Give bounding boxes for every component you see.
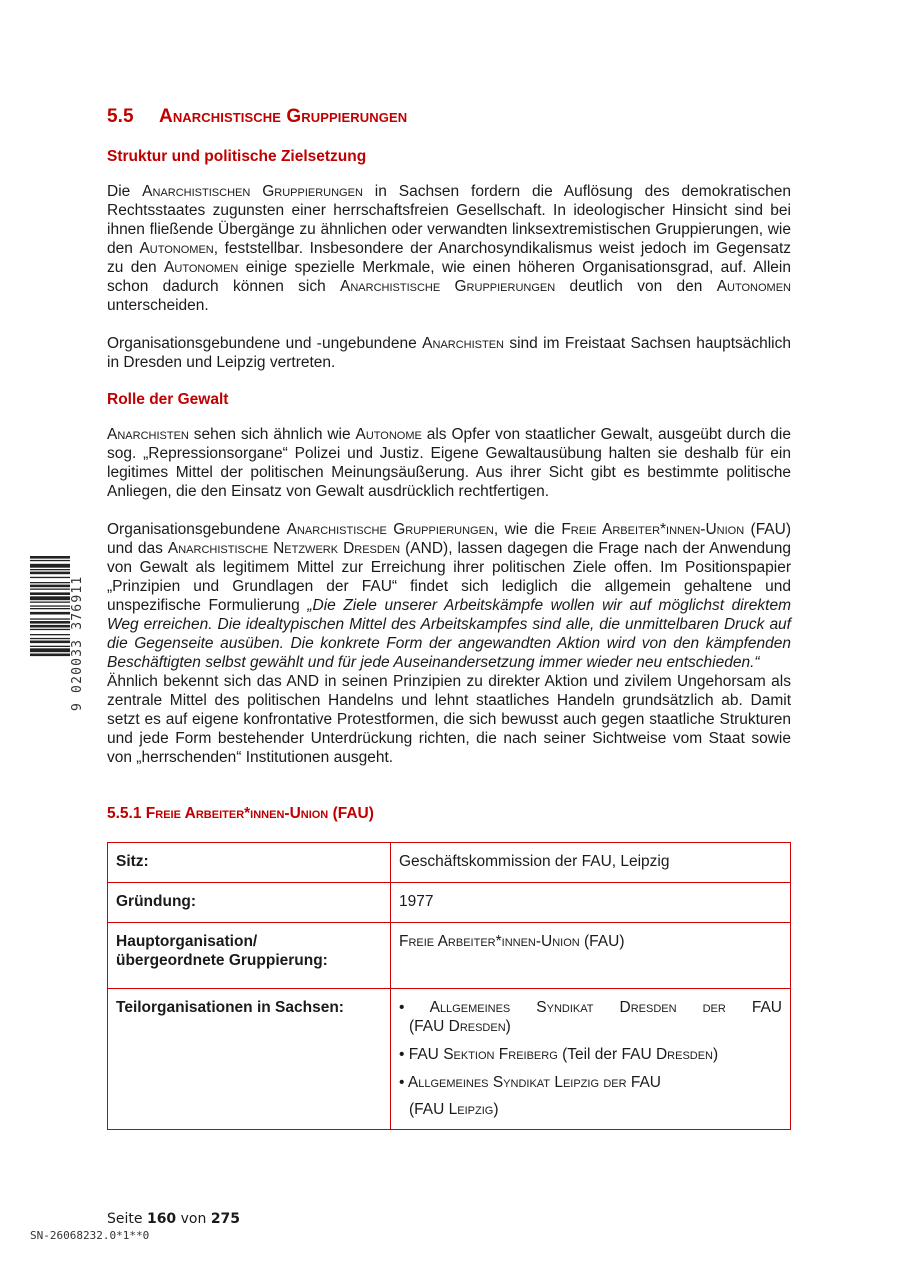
barcode-bar: [30, 646, 70, 647]
list-item: • FAU Sektion Freiberg (Teil der FAU Dresden): [399, 1046, 719, 1063]
table-row-gruendung: [108, 883, 791, 923]
table-row-hauptorganisation: [108, 923, 791, 989]
document-code: SN-26068232.0*1**0: [30, 1229, 150, 1242]
barcode-bar: [30, 556, 70, 559]
table-row-teilorganisationen: [108, 989, 791, 1130]
table-row-sitz: [108, 843, 791, 883]
fau-quote: „Die Ziele unserer Arbeitskämpfe wollen wir auf möglichst direktem Weg erreichen. Die idealtypischen Mittel des Arbeitskampfes sind alle, die unmittelbaren Druck auf die Gegenseite ausüben. Die konkrete Form der angewandten Aktion wird von den kämpfenden Beschäftigten selbst gewählt und für jede Auseinandersetzung immer wieder neu entschieden.“: [107, 597, 791, 671]
list-item: • Allgemeines Syndikat Dresden der FAU (FAU Dresden): [399, 999, 782, 1035]
section-title: Anarchistische Gruppierungen: [159, 106, 408, 127]
table-value: Freie Arbeiter*innen-Union (FAU): [391, 923, 791, 989]
barcode-bar: [30, 618, 70, 619]
paragraph-organisation: Organisationsgebundene und -ungebundene Anarchisten sind im Freistaat Sachsen hauptsächlich in Dresden und Leipzig vertreten.: [107, 335, 791, 371]
subheading-gewalt: Rolle der Gewalt: [107, 391, 229, 408]
list-item: • Allgemeines Syndikat Leipzig der FAU (FAU Leipzig): [399, 1074, 661, 1118]
page-content: [107, 106, 791, 1130]
barcode-bar: [30, 564, 70, 568]
barcode-number: 9 020033 376911: [70, 575, 85, 711]
paragraph-and-prinzipien: Ähnlich bekennt sich das AND in seinen Prinzipien zu direkter Aktion und zivilem Ungehorsam als zentrale Mittel des politischen Handelns und lehnt staatliches Handeln grundsätzlich ab. Damit setzt es auf eigene konfrontative Protestformen, die sich bewusst auch gegen staatliche Strukturen und jede Form bestehender Unterdrückung richten, die nach seiner Sichtweise vom Staat sowie von „herrschenden“ Institutionen ausgeht.: [107, 673, 791, 766]
barcode-bar: [30, 560, 70, 561]
barcode-bar: [30, 577, 70, 578]
barcode-bar: [30, 585, 70, 588]
section-number: 5.5: [107, 106, 134, 127]
barcode-bar: [30, 629, 70, 630]
barcode-bar: [30, 625, 70, 628]
barcode-bar: [30, 569, 70, 570]
barcode-bar: [30, 582, 70, 583]
table-label: Sitz:: [108, 843, 391, 883]
barcode-bar: [30, 602, 70, 603]
barcode-bar: [30, 648, 70, 652]
barcode-image: [30, 556, 70, 711]
table-value: Geschäftskommission der FAU, Leipzig: [391, 843, 791, 883]
subsection-heading: 5.5.1 Freie Arbeiter*innen-Union (FAU): [107, 805, 374, 822]
table-label: Hauptorganisation/ übergeordnete Gruppierung:: [108, 923, 391, 989]
barcode-bar: [30, 638, 70, 639]
barcode-bar: [30, 612, 70, 615]
barcode-bar: [30, 621, 70, 624]
barcode-bar: [30, 641, 70, 644]
table-value: [391, 989, 791, 1130]
table-label: Teilorganisationen in Sachsen:: [108, 989, 391, 1130]
table-label: Gründung:: [108, 883, 391, 923]
barcode-bar: [30, 596, 70, 600]
barcode-bar: [30, 592, 70, 595]
barcode-bar: [30, 634, 70, 635]
subheading-struktur: Struktur und politische Zielsetzung: [107, 148, 367, 165]
barcode-bar: [30, 608, 70, 609]
paragraph-gewalt: Anarchisten sehen sich ähnlich wie Autonome als Opfer von staatlicher Gewalt, ausgeübt durch die sog. „Repressionsorgane“ Polizei und Justiz. Eigene Gewaltausübung halten sie deshalb für ein legitimes Mittel der politischen Meinungsäußerung. Aus ihrer Sicht gibt es bestimmte politische Anliegen, die den Einsatz von Gewalt ausdrücklich rechtfertigen.: [107, 426, 791, 500]
fau-info-table: [107, 842, 791, 1130]
paragraph-struktur: Die Anarchistischen Gruppierungen in Sachsen fordern die Auflösung des demokratischen Rechtsstaates zugunsten einer herrschaftsfreien Gesellschaft. In ideologischer Hinsicht sind bei ihnen fließende Übergänge zu ähnlichen oder verwandten linksextremistischen Gruppierungen, wie den Autonomen, feststellbar. Insbesondere der Anarchosyndikalismus weist jedoch im Gegensatz zu den Autonomen einige spezielle Merkmale, wie einen höheren Organisationsgrad, auf. Allein schon dadurch können sich Anarchistische Gruppierungen deutlich von den Autonomen unterscheiden.: [107, 183, 791, 314]
table-value: 1977: [391, 883, 791, 923]
barcode-bar: [30, 605, 70, 606]
barcode-bar: [30, 589, 70, 590]
page-number: Seite 160 von 275: [107, 1211, 241, 1227]
barcode-bar: [30, 654, 70, 657]
barcode-bar: [30, 572, 70, 575]
section-heading: [107, 106, 791, 128]
paragraph-fau-and: Organisationsgebundene Anarchistische Gruppierungen, wie die Freie Arbeiter*innen-Union (FAU) und das Anarchistische Netzwerk Dresden (AND), lassen dagegen die Frage nach der Anwendung von Gewalt als legitimem Mittel zur Erreichung ihrer politischen Ziele offen. Im Positionspapier „Prinzipien und Grundlagen der FAU“ findet sich lediglich die allgemein gehaltene und unspezifische Formulierung „Die Ziele unserer Arbeitskämpfe wollen wir auf möglichst direktem Weg erreichen. Die idealtypischen Mittel des Arbeitskampfes sind alle, die unmittelbaren Druck auf die Gegenseite ausüben. Die konkrete Form der angewandten Aktion wird von den kämpfenden Beschäftigten selbst gewählt und für jede Auseinandersetzung immer wieder neu entschieden.“: [107, 521, 792, 671]
